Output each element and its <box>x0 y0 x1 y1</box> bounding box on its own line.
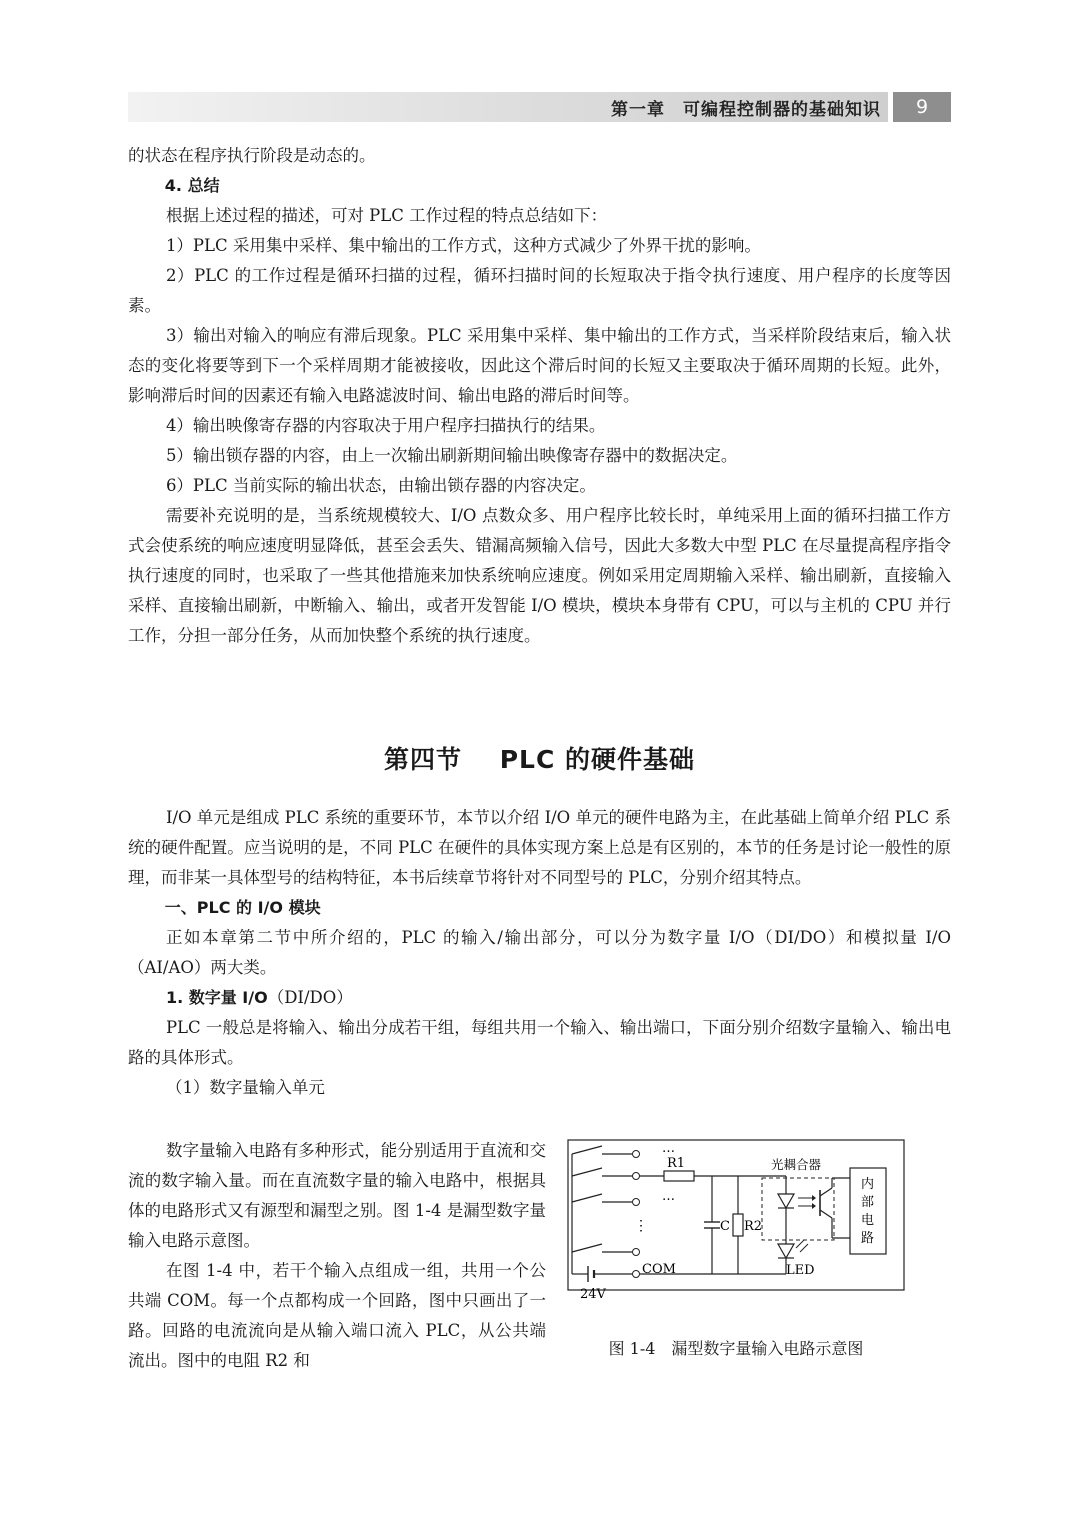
indicator-led <box>778 1244 794 1258</box>
subheading-summary: 4. 总结 <box>164 176 220 195</box>
label-led: LED <box>786 1263 815 1278</box>
label-r2: R2 <box>744 1219 763 1234</box>
body-text-part1 <box>128 141 951 651</box>
list-item-2: 2）PLC 的工作过程是循环扫描的过程，循环扫描时间的长短取决于指令执行速度、用户程序的长度等因素。 <box>128 266 951 315</box>
label-c: C <box>720 1219 730 1234</box>
paragraph-figure-desc: 在图 1-4 中，若干个输入点组成一组，共用一个公共端 COM。每一个点都构成一个回路，图中只画出了一路。回路的电流流向是从输入端口流入 PLC，从公共端流出。图中的电阻 R2 和 <box>128 1261 546 1370</box>
dots-vertical: ⋮ <box>634 1218 648 1234</box>
circuit-diagram <box>566 1138 906 1313</box>
body-text-part2 <box>128 803 951 1103</box>
heading-digital-io-bold: 1. 数字量 I/O <box>165 988 268 1007</box>
opto-led <box>778 1194 794 1208</box>
resistor-r1 <box>664 1171 694 1181</box>
heading-io-module: 一、PLC 的 I/O 模块 <box>164 898 321 917</box>
heading-digital-io <box>128 983 951 1013</box>
dots-top: … <box>662 1141 675 1156</box>
list-item-5: 5）输出锁存器的内容，由上一次输出刷新期间输出映像寄存器中的数据决定。 <box>165 446 738 465</box>
figure-caption: 图 1-4 漏型数字量输入电路示意图 <box>608 1339 864 1358</box>
internal-char-2: 部 <box>861 1195 875 1210</box>
optocoupler-box <box>762 1178 834 1240</box>
resistor-r2 <box>733 1214 743 1236</box>
heading-digital-input: （1）数字量输入单元 <box>165 1078 325 1097</box>
input-switches <box>572 1146 664 1252</box>
label-optocoupler: 光耦合器 <box>771 1157 822 1172</box>
paragraph-io-types: 正如本章第二节中所介绍的，PLC 的输入/输出部分，可以分为数字量 I/O（DI/DO）和模拟量 I/O（AI/AO）两大类。 <box>128 928 951 977</box>
internal-char-4: 路 <box>861 1231 875 1246</box>
list-item-6: 6）PLC 当前实际的输出状态，由输出锁存器的内容决定。 <box>165 476 596 495</box>
internal-char-1: 内 <box>861 1177 875 1192</box>
paragraph-grouping: PLC 一般总是将输入、输出分成若干组，每组共用一个输入、输出端口，下面分别介绍数字量输入、输出电路的具体形式。 <box>128 1018 951 1067</box>
chapter-title: 第一章 可编程控制器的基础知识 <box>611 100 881 120</box>
list-item-3: 3）输出对输入的响应有滞后现象。PLC 采用集中采样、集中输出的工作方式，当采样阶段结束后，输入状态的变化将要等到下一个采样周期才能被接收，因此这个滞后时间的长短又主要取决于循环周期的长短。此外，影响滞后时间的因素还有输入电路滤波时间、输出电路的滞后时间等。 <box>128 326 951 405</box>
list-item-1: 1）PLC 采用集中采样、集中输出的工作方式，这种方式减少了外界干扰的影响。 <box>165 236 761 255</box>
switch-1 <box>572 1146 602 1154</box>
list-item-4: 4）输出映像寄存器的内容取决于用户程序扫描执行的结果。 <box>165 416 606 435</box>
section-name: PLC 的硬件基础 <box>499 745 696 774</box>
section-title <box>128 740 951 776</box>
section-label: 第四节 <box>383 745 462 774</box>
body-text-left-column <box>128 1136 546 1376</box>
paragraph-continuation: 的状态在程序执行阶段是动态的。 <box>128 146 376 165</box>
switch-2 <box>572 1168 602 1176</box>
switch-3 <box>572 1194 602 1202</box>
circuit-frame <box>568 1140 904 1290</box>
internal-char-3: 电 <box>861 1213 875 1228</box>
terminals <box>633 1151 640 1278</box>
switch-n <box>572 1244 602 1252</box>
label-com: COM <box>642 1262 676 1277</box>
paragraph-supplement: 需要补充说明的是，当系统规模较大、I/O 点数众多、用户程序比较长时，单纯采用上面的循环扫描工作方式会使系统的响应速度明显降低，甚至会丢失、错漏高频输入信号，因此大多数大中型 PLC 在尽量提高程序指令执行速度的同时，也采取了一些其他措施来加快系统响应速度。例如采用定周期输入采样、输出刷新，直接输入采样、直接输出刷新，中断输入、输出，或者开发智能 I/O 模块，模块本身带有 CPU，可以与主机的 CPU 并行工作，分担一部分任务，从而加快整个系统的执行速度。 <box>128 506 951 645</box>
label-r1: R1 <box>667 1156 686 1171</box>
running-header <box>128 92 951 122</box>
paragraph-intro: 根据上述过程的描述，可对 PLC 工作过程的特点总结如下： <box>165 206 608 225</box>
heading-digital-io-rest: （DI/DO） <box>267 988 353 1007</box>
dots-mid: … <box>662 1189 675 1204</box>
paragraph-io-intro: I/O 单元是组成 PLC 系统的重要环节，本节以介绍 I/O 单元的硬件电路为主，在此基础上简单介绍 PLC 系统的硬件配置。应当说明的是，不同 PLC 在硬件的具体实现方案上总是有区别的，本节的任务是讨论一般性的原理，而非某一具体型号的结构特征，本书后续章节将针对不同型号的 PLC，分别介绍其特点。 <box>128 808 951 887</box>
paragraph-input-forms: 数字量输入电路有多种形式，能分别适用于直流和交流的数字输入量。而在直流数字量的输入电路中，根据具体的电路形式又有源型和漏型之别。图 1-4 是漏型数字量输入电路示意图。 <box>128 1141 546 1250</box>
label-24v: 24V <box>580 1287 606 1302</box>
page-number: 9 <box>893 92 951 122</box>
